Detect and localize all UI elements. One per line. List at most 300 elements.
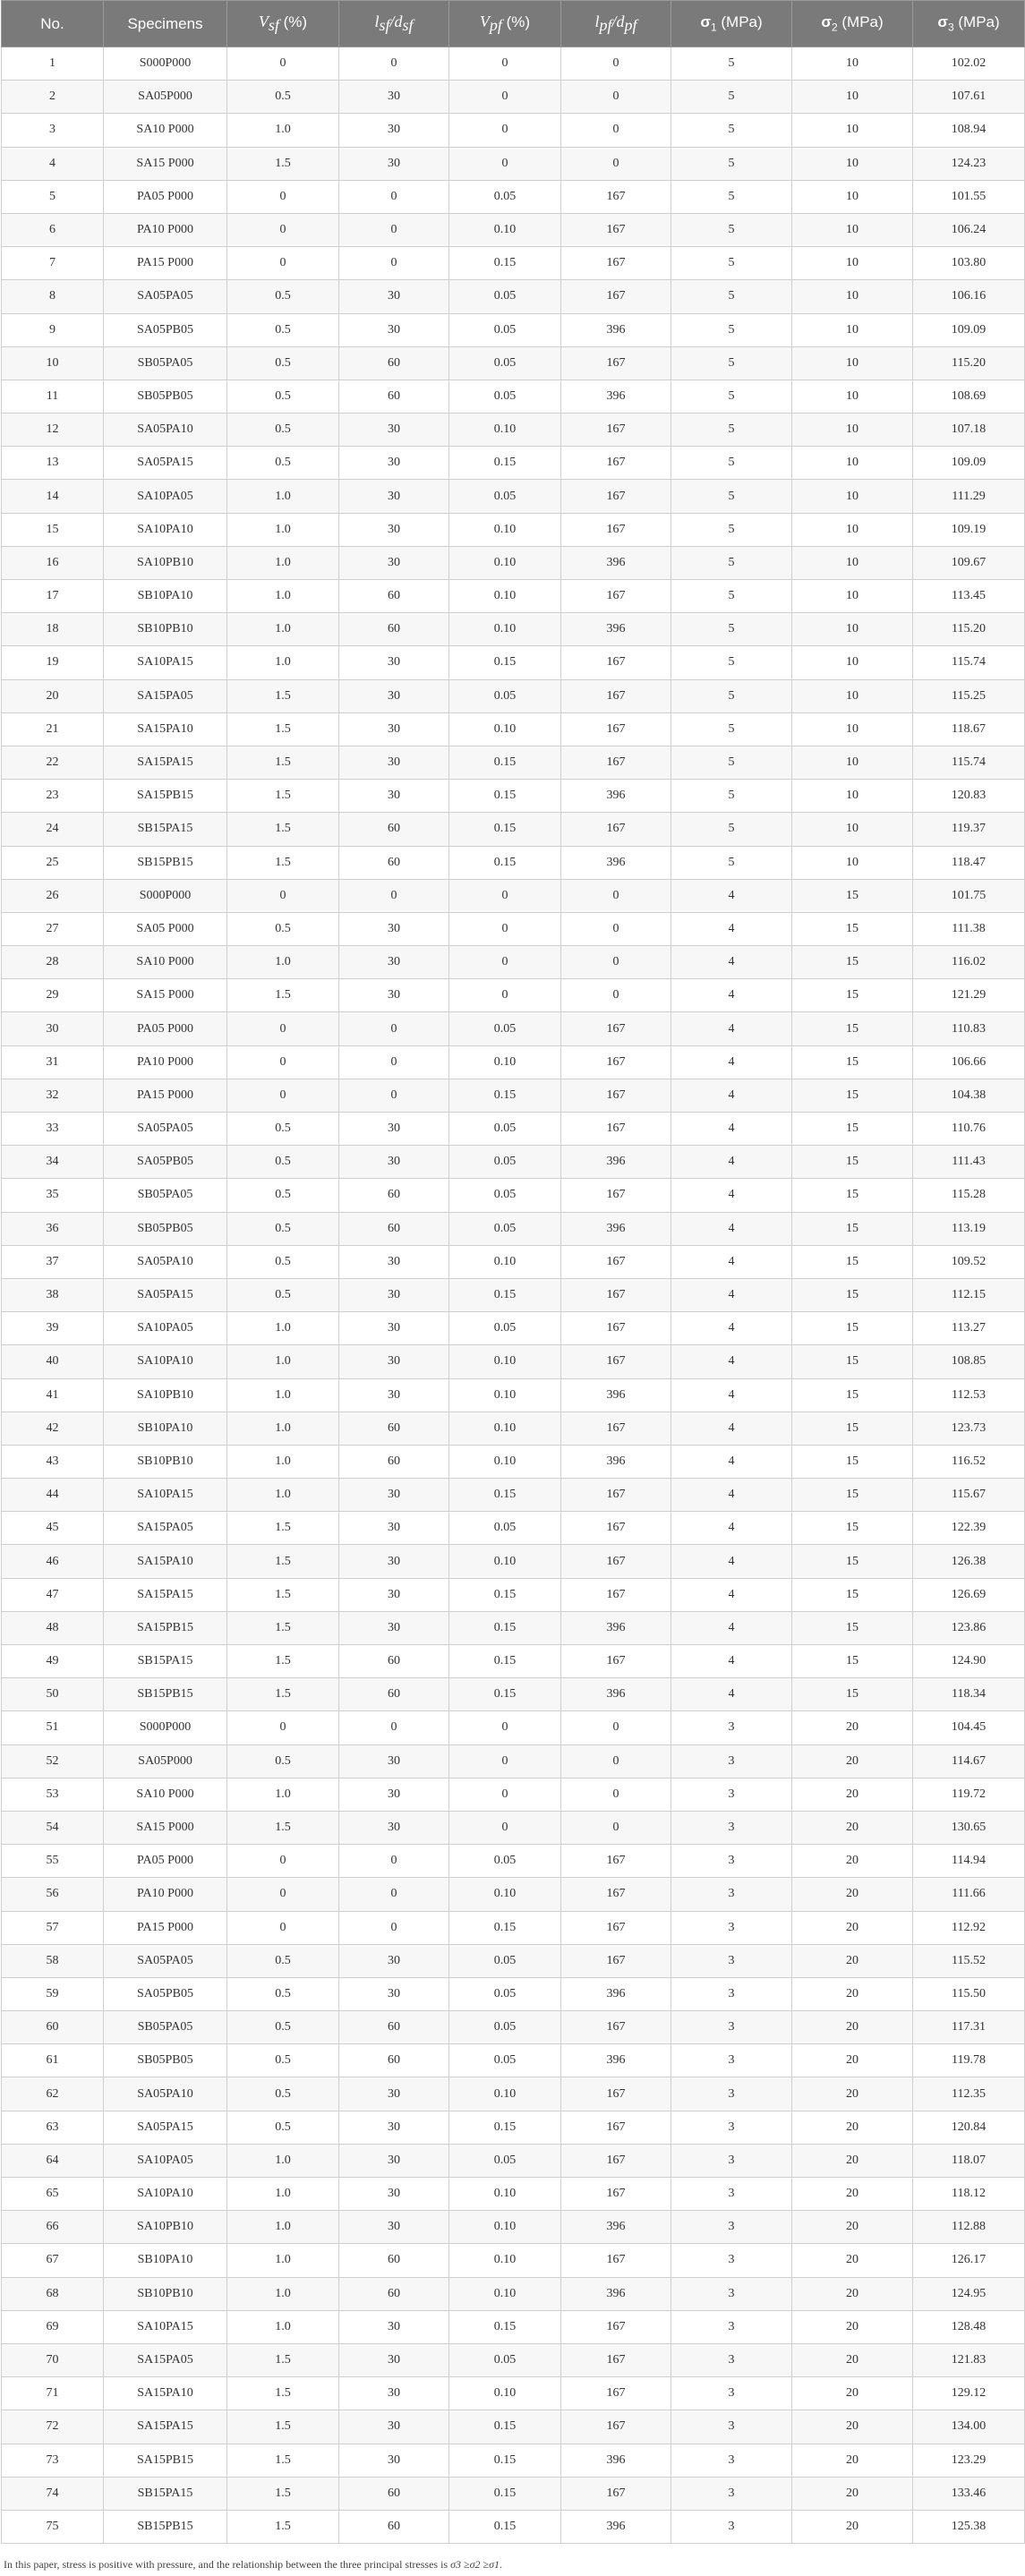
header-dpf-symbol: /d (611, 12, 625, 30)
table-row (2, 1245, 1025, 1278)
cell-no: 44 (2, 1479, 104, 1512)
cell-lpf-dpf: 396 (561, 846, 671, 879)
cell-sigma1: 4 (671, 1079, 792, 1112)
cell-sigma1: 5 (671, 280, 792, 313)
cell-no: 48 (2, 1611, 104, 1644)
cell-vsf: 0.5 (227, 2011, 339, 2044)
cell-vpf: 0.15 (449, 646, 561, 679)
cell-vpf: 0.05 (449, 2343, 561, 2376)
cell-sigma1: 3 (671, 2477, 792, 2510)
cell-sigma1: 4 (671, 1445, 792, 1478)
table-row (2, 546, 1025, 579)
cell-no: 58 (2, 1944, 104, 1977)
cell-sigma2: 20 (792, 2343, 913, 2376)
cell-sigma2: 20 (792, 2077, 913, 2111)
cell-lpf-dpf: 0 (561, 114, 671, 147)
cell-lsf-dsf: 30 (339, 1611, 449, 1644)
cell-specimen: SB05PA05 (104, 346, 227, 380)
cell-no: 16 (2, 546, 104, 579)
cell-specimen: SB10PB10 (104, 2277, 227, 2310)
cell-vsf: 0.5 (227, 313, 339, 346)
cell-sigma3: 117.31 (913, 2011, 1025, 2044)
cell-specimen: SA15PA10 (104, 712, 227, 746)
table-header (2, 1, 1025, 47)
cell-vsf: 0 (227, 213, 339, 246)
cell-sigma2: 10 (792, 679, 913, 712)
table-row (2, 1479, 1025, 1512)
cell-sigma2: 10 (792, 114, 913, 147)
cell-specimen: SB05PB05 (104, 380, 227, 413)
cell-sigma2: 15 (792, 1113, 913, 1146)
cell-sigma3: 109.52 (913, 1245, 1025, 1278)
cell-lsf-dsf: 0 (339, 1911, 449, 1944)
cell-no: 65 (2, 2178, 104, 2211)
cell-lsf-dsf: 30 (339, 414, 449, 447)
cell-no: 23 (2, 780, 104, 813)
cell-sigma3: 111.29 (913, 480, 1025, 513)
cell-sigma1: 4 (671, 1378, 792, 1412)
cell-sigma3: 122.39 (913, 1512, 1025, 1545)
cell-lpf-dpf: 396 (561, 2044, 671, 2077)
cell-lsf-dsf: 30 (339, 447, 449, 480)
cell-vpf: 0.10 (449, 580, 561, 613)
cell-lpf-dpf: 0 (561, 912, 671, 945)
cell-sigma3: 120.83 (913, 780, 1025, 813)
cell-lsf-dsf: 30 (339, 979, 449, 1012)
cell-sigma2: 10 (792, 81, 913, 114)
cell-lsf-dsf: 30 (339, 1744, 449, 1778)
cell-sigma3: 115.25 (913, 679, 1025, 712)
cell-lpf-dpf: 167 (561, 213, 671, 246)
cell-lpf-dpf: 0 (561, 1711, 671, 1744)
cell-vpf: 0.15 (449, 1278, 561, 1311)
cell-specimen: SB15PB15 (104, 1678, 227, 1711)
cell-sigma1: 5 (671, 613, 792, 646)
cell-vpf: 0.05 (449, 1944, 561, 1977)
cell-specimen: SA10PA15 (104, 646, 227, 679)
cell-specimen: SA05PA10 (104, 2077, 227, 2111)
cell-specimen: PA15 P000 (104, 1911, 227, 1944)
cell-lpf-dpf: 167 (561, 2244, 671, 2277)
cell-no: 14 (2, 480, 104, 513)
cell-vpf: 0 (449, 1711, 561, 1744)
cell-lpf-dpf: 167 (561, 247, 671, 280)
cell-lsf-dsf: 30 (339, 480, 449, 513)
table-row (2, 1345, 1025, 1378)
cell-sigma1: 5 (671, 47, 792, 81)
cell-sigma3: 112.92 (913, 1911, 1025, 1944)
cell-lsf-dsf: 60 (339, 1179, 449, 1212)
cell-lsf-dsf: 30 (339, 546, 449, 579)
cell-sigma3: 110.83 (913, 1012, 1025, 1045)
table-row (2, 1146, 1025, 1179)
cell-specimen: SA05PA10 (104, 1245, 227, 1278)
cell-vsf: 0 (227, 1045, 339, 1079)
cell-lsf-dsf: 30 (339, 1811, 449, 1844)
cell-sigma3: 133.46 (913, 2477, 1025, 2510)
cell-vpf: 0 (449, 114, 561, 147)
cell-specimen: SA05PA15 (104, 1278, 227, 1311)
cell-no: 17 (2, 580, 104, 613)
cell-sigma3: 123.29 (913, 2444, 1025, 2477)
table-row (2, 2044, 1025, 2077)
cell-no: 11 (2, 380, 104, 413)
table-row (2, 1845, 1025, 1878)
cell-vsf: 0.5 (227, 2111, 339, 2144)
cell-specimen: SA05PA15 (104, 2111, 227, 2144)
cell-lsf-dsf: 30 (339, 646, 449, 679)
cell-no: 35 (2, 1179, 104, 1212)
cell-sigma2: 15 (792, 1578, 913, 1611)
cell-sigma3: 114.67 (913, 1744, 1025, 1778)
cell-vpf: 0.05 (449, 280, 561, 313)
cell-vpf: 0.10 (449, 1045, 561, 1079)
cell-specimen: PA15 P000 (104, 247, 227, 280)
cell-vsf: 1.5 (227, 1678, 339, 1711)
cell-lpf-dpf: 167 (561, 2144, 671, 2177)
cell-specimen: PA05 P000 (104, 1012, 227, 1045)
cell-vsf: 1.0 (227, 2178, 339, 2211)
cell-sigma1: 3 (671, 2077, 792, 2111)
cell-no: 66 (2, 2211, 104, 2244)
cell-vpf: 0.05 (449, 2144, 561, 2177)
cell-no: 62 (2, 2077, 104, 2111)
cell-no: 55 (2, 1845, 104, 1878)
cell-lsf-dsf: 30 (339, 712, 449, 746)
cell-lsf-dsf: 30 (339, 513, 449, 546)
cell-sigma1: 3 (671, 1845, 792, 1878)
table-row (2, 2477, 1025, 2510)
cell-vpf: 0.05 (449, 1179, 561, 1212)
cell-sigma3: 129.12 (913, 2377, 1025, 2410)
cell-sigma1: 5 (671, 414, 792, 447)
cell-no: 26 (2, 879, 104, 912)
cell-sigma1: 5 (671, 580, 792, 613)
cell-lpf-dpf: 167 (561, 2077, 671, 2111)
table-row (2, 580, 1025, 613)
header-lsf-symbol: l (374, 12, 380, 30)
cell-specimen: SB15PB15 (104, 846, 227, 879)
cell-specimen: SA15 P000 (104, 147, 227, 180)
cell-vsf: 1.5 (227, 780, 339, 813)
cell-sigma1: 5 (671, 846, 792, 879)
table-row (2, 780, 1025, 813)
cell-vsf: 1.0 (227, 1778, 339, 1811)
specimen-table (1, 0, 1025, 2544)
cell-sigma2: 15 (792, 1312, 913, 1345)
cell-sigma1: 5 (671, 147, 792, 180)
table-row (2, 1045, 1025, 1079)
cell-no: 57 (2, 1911, 104, 1944)
cell-lsf-dsf: 30 (339, 2410, 449, 2444)
cell-lsf-dsf: 30 (339, 1479, 449, 1512)
cell-vsf: 0.5 (227, 380, 339, 413)
cell-sigma2: 20 (792, 1845, 913, 1878)
cell-vsf: 1.5 (227, 2377, 339, 2410)
header-vpf-symbol: V (479, 12, 490, 30)
cell-sigma1: 5 (671, 346, 792, 380)
cell-no: 15 (2, 513, 104, 546)
cell-no: 73 (2, 2444, 104, 2477)
cell-vpf: 0 (449, 47, 561, 81)
cell-sigma3: 119.72 (913, 1778, 1025, 1811)
cell-lsf-dsf: 60 (339, 2011, 449, 2044)
cell-sigma2: 20 (792, 2377, 913, 2410)
cell-vpf: 0.05 (449, 679, 561, 712)
cell-lsf-dsf: 60 (339, 1412, 449, 1445)
cell-lpf-dpf: 167 (561, 813, 671, 846)
cell-lsf-dsf: 30 (339, 912, 449, 945)
cell-vpf: 0.05 (449, 180, 561, 213)
cell-sigma1: 3 (671, 2044, 792, 2077)
cell-sigma1: 3 (671, 2144, 792, 2177)
cell-specimen: SA10PB10 (104, 2211, 227, 2244)
cell-no: 39 (2, 1312, 104, 1345)
cell-specimen: PA10 P000 (104, 1045, 227, 1079)
cell-sigma2: 10 (792, 513, 913, 546)
cell-sigma1: 3 (671, 2277, 792, 2310)
cell-sigma1: 3 (671, 2211, 792, 2244)
cell-lpf-dpf: 167 (561, 1045, 671, 1079)
cell-lsf-dsf: 0 (339, 1045, 449, 1079)
cell-sigma3: 115.28 (913, 1179, 1025, 1212)
cell-vsf: 1.5 (227, 1811, 339, 1844)
cell-specimen: SA15 P000 (104, 1811, 227, 1844)
header-dsf-symbol: /d (389, 12, 403, 30)
table-row (2, 414, 1025, 447)
table-row (2, 2377, 1025, 2410)
cell-no: 45 (2, 1512, 104, 1545)
cell-sigma3: 111.66 (913, 1878, 1025, 1911)
header-vpf (449, 1, 561, 47)
cell-lsf-dsf: 30 (339, 2111, 449, 2144)
cell-sigma2: 15 (792, 1045, 913, 1079)
table-row (2, 213, 1025, 246)
cell-sigma2: 20 (792, 2111, 913, 2144)
cell-lsf-dsf: 60 (339, 1212, 449, 1245)
cell-lpf-dpf: 396 (561, 613, 671, 646)
table-row (2, 813, 1025, 846)
cell-sigma2: 20 (792, 2211, 913, 2244)
table-row (2, 180, 1025, 213)
cell-no: 68 (2, 2277, 104, 2310)
header-sigma2 (792, 1, 913, 47)
cell-vpf: 0.15 (449, 2111, 561, 2144)
cell-sigma2: 20 (792, 1911, 913, 1944)
cell-specimen: SB05PB05 (104, 1212, 227, 1245)
cell-lsf-dsf: 30 (339, 1944, 449, 1977)
cell-sigma2: 15 (792, 1212, 913, 1245)
cell-sigma3: 114.94 (913, 1845, 1025, 1878)
cell-lpf-dpf: 396 (561, 1378, 671, 1412)
cell-sigma2: 10 (792, 712, 913, 746)
cell-sigma3: 108.94 (913, 114, 1025, 147)
cell-no: 10 (2, 346, 104, 380)
cell-sigma1: 5 (671, 646, 792, 679)
cell-sigma1: 3 (671, 1744, 792, 1778)
cell-sigma1: 5 (671, 679, 792, 712)
header-sigma3-symbol: σ (937, 13, 948, 31)
cell-vsf: 0.5 (227, 1245, 339, 1278)
table-row (2, 81, 1025, 114)
cell-sigma2: 15 (792, 1345, 913, 1378)
cell-vsf: 0.5 (227, 1179, 339, 1212)
cell-sigma3: 108.69 (913, 380, 1025, 413)
cell-vsf: 1.5 (227, 1512, 339, 1545)
cell-sigma2: 10 (792, 447, 913, 480)
cell-sigma3: 113.45 (913, 580, 1025, 613)
header-no-label: No. (40, 14, 64, 32)
cell-no: 72 (2, 2410, 104, 2444)
cell-sigma2: 10 (792, 746, 913, 779)
cell-sigma1: 3 (671, 1811, 792, 1844)
cell-sigma3: 110.76 (913, 1113, 1025, 1146)
cell-sigma1: 4 (671, 1479, 792, 1512)
cell-sigma2: 10 (792, 47, 913, 81)
cell-specimen: SA10PA05 (104, 1312, 227, 1345)
cell-specimen: SB10PA10 (104, 580, 227, 613)
cell-sigma1: 3 (671, 1878, 792, 1911)
cell-sigma1: 3 (671, 2410, 792, 2444)
header-vsf-symbol: V (258, 12, 269, 30)
cell-vpf: 0.10 (449, 1245, 561, 1278)
cell-lpf-dpf: 167 (561, 180, 671, 213)
cell-sigma1: 5 (671, 213, 792, 246)
cell-sigma1: 4 (671, 1645, 792, 1678)
cell-sigma1: 4 (671, 1678, 792, 1711)
cell-no: 5 (2, 180, 104, 213)
cell-lpf-dpf: 0 (561, 946, 671, 979)
header-sigma3-subscript: 3 (947, 21, 954, 34)
cell-vpf: 0.15 (449, 846, 561, 879)
cell-sigma3: 118.67 (913, 712, 1025, 746)
cell-sigma1: 4 (671, 979, 792, 1012)
cell-no: 6 (2, 213, 104, 246)
cell-lpf-dpf: 167 (561, 1278, 671, 1311)
table-row (2, 480, 1025, 513)
cell-lpf-dpf: 396 (561, 2277, 671, 2310)
cell-sigma2: 20 (792, 2178, 913, 2211)
cell-specimen: SA10PA05 (104, 480, 227, 513)
table-row (2, 2077, 1025, 2111)
cell-vsf: 1.5 (227, 712, 339, 746)
cell-vsf: 0.5 (227, 1113, 339, 1146)
cell-lpf-dpf: 167 (561, 1179, 671, 1212)
cell-lsf-dsf: 30 (339, 2144, 449, 2177)
cell-no: 22 (2, 746, 104, 779)
cell-no: 8 (2, 280, 104, 313)
cell-vsf: 1.5 (227, 147, 339, 180)
cell-sigma1: 4 (671, 1245, 792, 1278)
cell-no: 28 (2, 946, 104, 979)
cell-lsf-dsf: 0 (339, 180, 449, 213)
cell-specimen: SA15PA05 (104, 1512, 227, 1545)
cell-vsf: 1.0 (227, 1312, 339, 1345)
table-row (2, 1944, 1025, 1977)
cell-sigma3: 106.16 (913, 280, 1025, 313)
table-row (2, 1778, 1025, 1811)
cell-sigma1: 3 (671, 1911, 792, 1944)
table-row (2, 1179, 1025, 1212)
cell-vsf: 0 (227, 1012, 339, 1045)
cell-no: 46 (2, 1545, 104, 1578)
cell-sigma2: 15 (792, 1278, 913, 1311)
cell-no: 25 (2, 846, 104, 879)
cell-sigma3: 118.47 (913, 846, 1025, 879)
cell-no: 34 (2, 1146, 104, 1179)
cell-specimen: SA10 P000 (104, 946, 227, 979)
header-vsf-subscript: sf (268, 16, 279, 35)
cell-lsf-dsf: 30 (339, 1378, 449, 1412)
cell-vpf: 0 (449, 1744, 561, 1778)
cell-vpf: 0.10 (449, 1878, 561, 1911)
cell-vsf: 0 (227, 247, 339, 280)
cell-sigma3: 128.48 (913, 2310, 1025, 2343)
header-lsf-subscript: sf (379, 16, 390, 35)
cell-sigma1: 4 (671, 912, 792, 945)
cell-sigma2: 15 (792, 1412, 913, 1445)
cell-lsf-dsf: 30 (339, 1113, 449, 1146)
cell-sigma2: 20 (792, 1977, 913, 2010)
cell-lpf-dpf: 396 (561, 2211, 671, 2244)
cell-no: 67 (2, 2244, 104, 2277)
table-row (2, 1711, 1025, 1744)
cell-sigma3: 115.52 (913, 1944, 1025, 1977)
cell-lpf-dpf: 167 (561, 1645, 671, 1678)
cell-sigma2: 10 (792, 613, 913, 646)
cell-lsf-dsf: 30 (339, 1977, 449, 2010)
cell-specimen: SA15PA10 (104, 1545, 227, 1578)
cell-vsf: 0.5 (227, 1744, 339, 1778)
cell-vpf: 0.15 (449, 1479, 561, 1512)
cell-sigma2: 10 (792, 813, 913, 846)
cell-specimen: S000P000 (104, 879, 227, 912)
table-row (2, 1645, 1025, 1678)
cell-vsf: 1.0 (227, 546, 339, 579)
cell-lpf-dpf: 0 (561, 879, 671, 912)
cell-sigma3: 126.17 (913, 2244, 1025, 2277)
cell-no: 47 (2, 1578, 104, 1611)
cell-sigma1: 4 (671, 1512, 792, 1545)
cell-sigma3: 123.86 (913, 1611, 1025, 1644)
cell-sigma1: 3 (671, 1778, 792, 1811)
cell-vsf: 1.0 (227, 2244, 339, 2277)
table-footnote (4, 2558, 502, 2572)
cell-lsf-dsf: 60 (339, 846, 449, 879)
cell-lsf-dsf: 30 (339, 946, 449, 979)
cell-sigma3: 104.38 (913, 1079, 1025, 1112)
cell-sigma1: 5 (671, 480, 792, 513)
cell-vpf: 0.15 (449, 813, 561, 846)
cell-lsf-dsf: 60 (339, 2477, 449, 2510)
cell-specimen: SA05PA15 (104, 447, 227, 480)
cell-specimen: SA15PA15 (104, 1578, 227, 1611)
cell-vpf: 0.10 (449, 1378, 561, 1412)
cell-vpf: 0.15 (449, 746, 561, 779)
cell-lpf-dpf: 0 (561, 979, 671, 1012)
cell-specimen: SA15PB15 (104, 2444, 227, 2477)
cell-vsf: 1.5 (227, 2510, 339, 2543)
cell-sigma2: 10 (792, 846, 913, 879)
cell-specimen: SB05PA05 (104, 1179, 227, 1212)
cell-sigma2: 10 (792, 247, 913, 280)
cell-vsf: 0.5 (227, 81, 339, 114)
cell-no: 21 (2, 712, 104, 746)
cell-no: 69 (2, 2310, 104, 2343)
cell-lsf-dsf: 30 (339, 746, 449, 779)
cell-no: 54 (2, 1811, 104, 1844)
table-row (2, 447, 1025, 480)
